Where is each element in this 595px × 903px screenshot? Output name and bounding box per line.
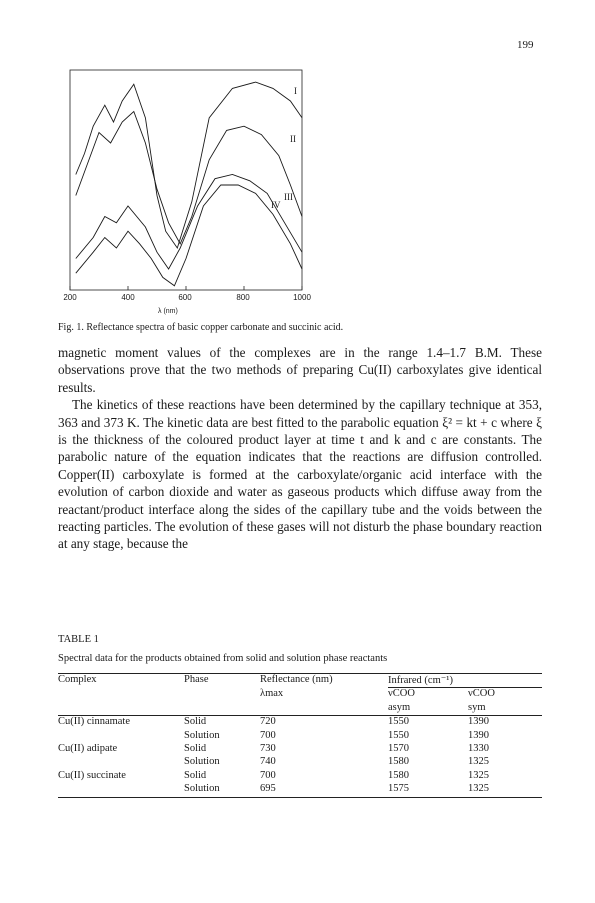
- cell-sym: 1325: [468, 756, 489, 768]
- table-row: [58, 770, 542, 783]
- table-subheader-row-2: [58, 702, 542, 716]
- series-line-4: [76, 185, 302, 286]
- cell-reflectance: 740: [260, 756, 276, 768]
- cell-reflectance: 700: [260, 729, 276, 741]
- series-line-3: [76, 175, 302, 270]
- cell-asym: 1550: [388, 716, 409, 728]
- cell-complex: Cu(II) adipate: [58, 742, 118, 754]
- curve-label-i: I: [294, 86, 297, 96]
- cell-sym: 1390: [468, 716, 489, 728]
- header-vcoo-asym: νCOO: [388, 688, 468, 702]
- header-vcoo-sym: νCOO: [468, 688, 542, 702]
- plot-frame: [70, 70, 302, 290]
- x-tick-1000: 1000: [293, 293, 311, 302]
- paragraph-1: magnetic moment values of the complexes are in the range 1.4–1.7 B.M. These observations prove that the two methods of preparing Cu(II) carboxylates give identical results.: [58, 345, 542, 395]
- cell-phase: Solution: [184, 729, 220, 741]
- cell-reflectance: 730: [260, 742, 276, 754]
- cell-phase: Solid: [184, 716, 207, 728]
- x-tick-600: 600: [178, 293, 192, 302]
- header-reflectance: Reflectance (nm): [260, 674, 388, 688]
- cell-complex: [58, 756, 184, 769]
- body-text: [58, 344, 542, 553]
- curve-label-ii: II: [290, 134, 296, 144]
- cell-sym: 1325: [468, 769, 489, 781]
- table-caption: Spectral data for the products obtained from solid and solution phase reactants: [58, 653, 388, 664]
- table-row: [58, 716, 542, 730]
- header-lambda-max: λmax: [260, 687, 284, 699]
- x-axis-label: λ (nm): [158, 308, 178, 315]
- header-infrared: Infrared (cm⁻¹): [388, 674, 542, 688]
- table-title: TABLE 1: [58, 634, 99, 645]
- cell-asym: 1575: [388, 783, 468, 797]
- cell-complex: Cu(II) succinate: [58, 769, 126, 781]
- cell-sym: 1325: [468, 783, 542, 797]
- cell-sym: 1330: [468, 742, 489, 754]
- figure-caption: Fig. 1. Reflectance spectra of basic copper carbonate and succinic acid.: [58, 322, 344, 333]
- x-tick-800: 800: [236, 293, 250, 302]
- cell-reflectance: 720: [260, 716, 276, 728]
- cell-complex: Cu(II) cinnamate: [58, 716, 131, 728]
- x-tick-200: 200: [63, 293, 77, 302]
- table-row: [58, 743, 542, 756]
- curve-label-iv: IV: [271, 200, 281, 210]
- header-phase: Phase: [184, 674, 260, 688]
- cell-asym: 1580: [388, 756, 409, 768]
- spectral-data-table: [58, 673, 542, 798]
- table-subheader-row: [58, 688, 542, 702]
- cell-phase: Solid: [184, 742, 207, 754]
- table-row: [58, 756, 542, 769]
- reflectance-figure: [58, 64, 328, 324]
- page-number: 199: [517, 39, 534, 51]
- table-header-row: [58, 674, 542, 688]
- cell-complex: [58, 783, 184, 797]
- paragraph-2: The kinetics of these reactions have been determined by the capillary technique at 353, 363 and 373 K. The kinetic data are best fitted to the parabolic equation ξ² = kt + c where ξ is the thickness of the coloured product layer at time t and k and c are constants. The parabolic nature of the equation indicates that the reactions are diffusion controlled. Copper(II) carboxylate is formed at the carboxylate/organic acid interface with the evolution of carbon dioxide and water as gaseous products which diffuse away from the reactant/product interface along the sides of the capillary tube and the voids between the reacting particles. The evolution of these gases will not disturb the phase boundary reaction at any stage, because the: [58, 397, 542, 552]
- cell-asym: 1550: [388, 729, 409, 741]
- cell-phase: Solid: [184, 769, 207, 781]
- cell-phase: Solution: [184, 756, 220, 768]
- cell-asym: 1570: [388, 742, 409, 754]
- table-row: [58, 783, 542, 797]
- header-complex: Complex: [58, 674, 184, 688]
- table-row: [58, 730, 542, 743]
- cell-sym: 1390: [468, 729, 489, 741]
- header-sym: sym: [468, 702, 542, 716]
- x-tick-400: 400: [121, 293, 135, 302]
- cell-complex: [58, 730, 184, 743]
- cell-asym: 1580: [388, 769, 409, 781]
- reflectance-plot: [58, 64, 328, 304]
- series-line-2: [76, 112, 302, 244]
- curve-label-iii: III: [284, 192, 293, 202]
- cell-reflectance: 695: [260, 783, 388, 797]
- cell-phase: Solution: [184, 783, 260, 797]
- cell-reflectance: 700: [260, 769, 276, 781]
- header-asym: asym: [388, 702, 468, 716]
